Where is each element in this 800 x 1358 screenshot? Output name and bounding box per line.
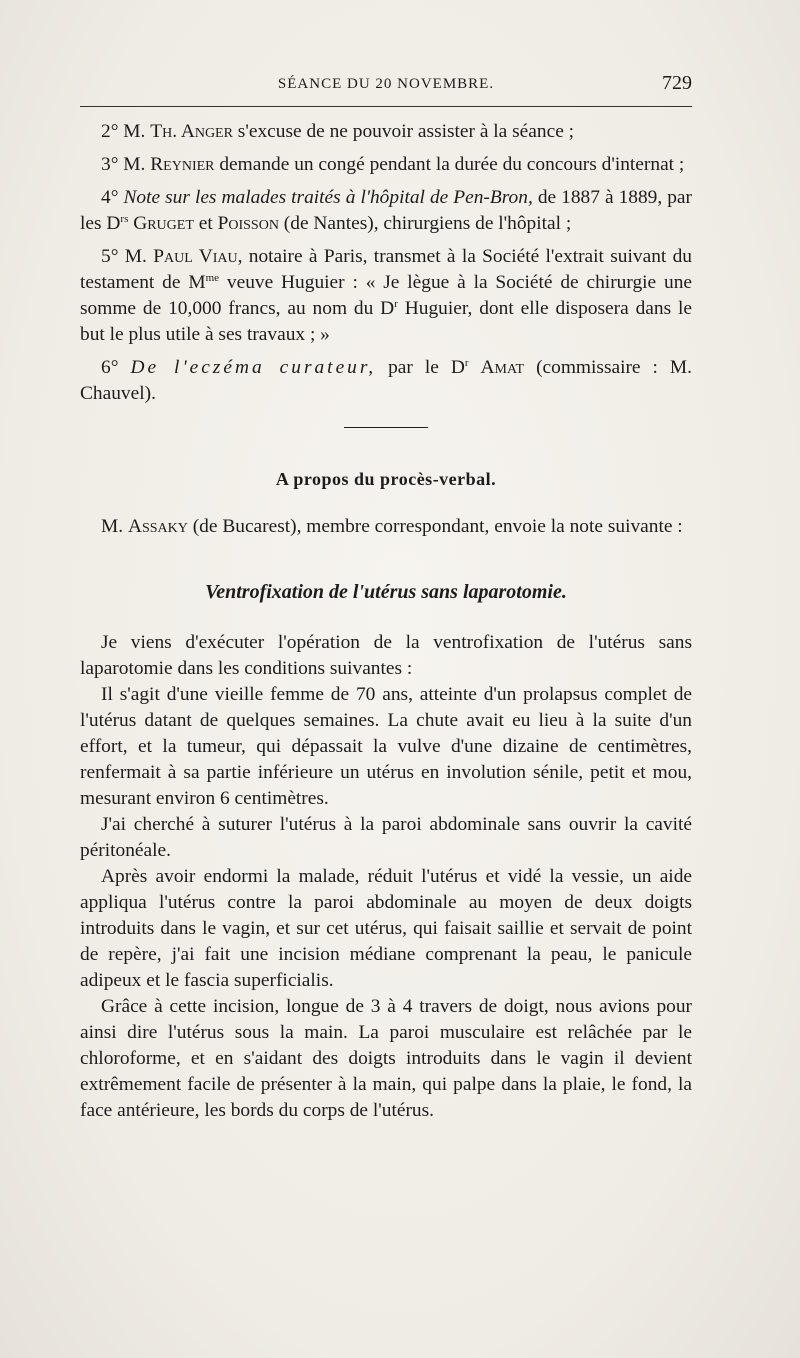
item-text: , notaire à Paris, transmet à la Société l'extrait suivant du testament de M <box>80 246 692 293</box>
item-number: 5° M. <box>101 246 147 267</box>
paragraph-1: Je viens d'exécuter l'opération de la ventrofixation de l'utérus sans laparotomie dans les conditions suivantes : <box>80 632 692 679</box>
paragraph-3: J'ai cherché à suturer l'utérus à la paroi abdominale sans ouvrir la cavité péritonéale. <box>80 814 692 861</box>
item-number: 3° M. <box>101 154 146 175</box>
item-5 <box>80 244 692 348</box>
superscript: rs <box>120 213 129 225</box>
running-head: SÉANCE DU 20 NOVEMBRE. <box>277 76 495 92</box>
superscript: r <box>394 298 398 310</box>
person-name: Reynier <box>150 154 215 175</box>
item-text: Huguier, dont elle disposera dans le but le plus utile à ses travaux ; » <box>80 298 692 345</box>
work-title: Note sur les malades traités à l'hôpital de Pen-Bron, <box>123 187 533 208</box>
item-4 <box>80 185 692 237</box>
item-number: 6° <box>101 357 131 378</box>
article-title: Ventrofixation de l'utérus sans laparotomie. <box>205 581 567 603</box>
work-title: De l'eczéma curateur, <box>130 357 377 378</box>
page-header <box>80 72 692 102</box>
item-text: (de Nantes), chirurgiens de l'hôpital ; <box>278 213 572 234</box>
person-name: Amat <box>480 357 525 378</box>
item-number: 2° M. <box>101 121 146 142</box>
item-text: (commissaire : M. Chauvel). <box>80 357 692 404</box>
person-name: Gruget <box>133 213 194 234</box>
page-number: 729 <box>662 72 692 94</box>
intro-text: M. <box>101 516 128 537</box>
superscript: r <box>464 357 469 369</box>
item-number: 4° <box>101 187 124 208</box>
section-title: A propos du procès-verbal. <box>275 469 497 489</box>
item-text: et <box>193 213 218 234</box>
item-text: de 1887 à 1889, par les D <box>80 187 692 234</box>
section-divider <box>344 427 428 428</box>
intro-paragraph <box>80 514 692 540</box>
item-text: veuve Huguier : « Je lègue à la Société de chirurgie une somme de 10,000 francs, au nom du D <box>80 272 692 319</box>
intro-text: (de Bucarest), membre correspondant, envoie la note suivante : <box>187 516 683 537</box>
body-text <box>80 119 692 1124</box>
person-name: Th. Anger <box>150 121 233 142</box>
item-6 <box>80 355 692 407</box>
paragraph-2: Il s'agit d'une vieille femme de 70 ans, atteinte d'un prolapsus complet de l'utérus datant de quelques semaines. La chute avait eu lieu à la suite d'un effort, et la tumeur, qui dépassait la vulve d'une dizaine de centimètres, renfermait à sa partie inférieure un utérus en involution sénile, petit et mou, mesurant environ 6 centimètres. <box>80 684 692 809</box>
person-name: Assaky <box>127 516 188 537</box>
item-text: s'excuse de ne pouvoir assister à la séance ; <box>232 121 575 142</box>
superscript: me <box>205 272 220 284</box>
paragraph-5: Grâce à cette incision, longue de 3 à 4 travers de doigt, nous avions pour ainsi dire l'utérus sous la main. La paroi musculaire est relâchée par le chloroforme, et en s'aidant des doigts introduits dans le vagin il devient extrêmement facile de présenter à la main, qui palpe dans la plaie, le fond, la face antérieure, les bords du corps de l'utérus. <box>80 996 692 1121</box>
paragraph-4: Après avoir endormi la malade, réduit l'utérus et vidé la vessie, un aide appliqua l'utérus contre la paroi abdominale au moyen de deux doigts introduits dans le vagin, et sur cet utérus, qui faisait saillie et servait de point de repère, j'ai fait une incision médiane comprenant la peau, le panicule adipeux et le fascia superficialis. <box>80 866 692 991</box>
item-text: demande un congé pendant la durée du concours d'internat ; <box>214 154 685 175</box>
person-name: Paul Viau <box>153 246 238 267</box>
item-3 <box>80 152 692 178</box>
item-text: par le D <box>376 357 465 378</box>
item-2 <box>80 119 692 145</box>
person-name: Poisson <box>217 213 279 234</box>
header-rule <box>80 106 692 107</box>
